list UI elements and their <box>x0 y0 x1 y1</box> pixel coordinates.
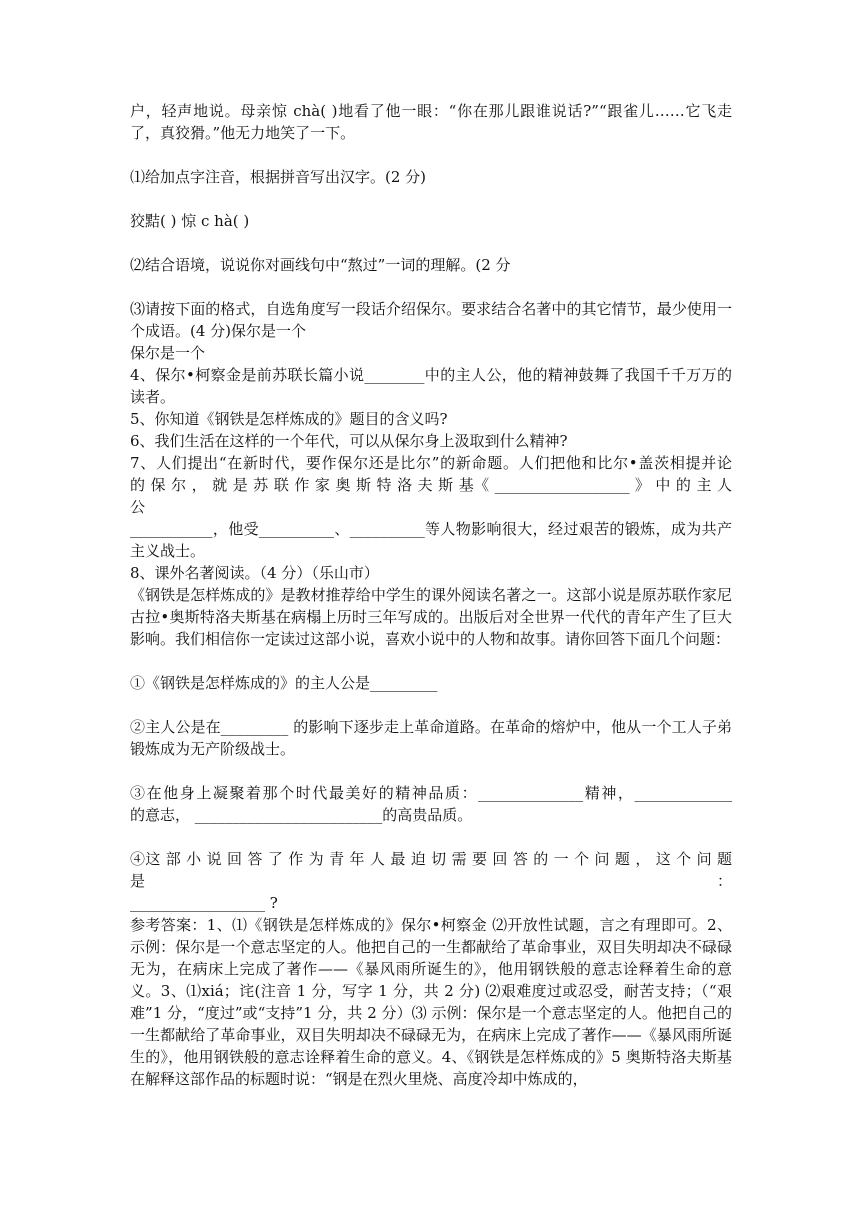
question-7-line-1: 7、人们提出“在新时代，要作保尔还是比尔”的新命题。人们把他和比尔•盖茨相提并论 <box>130 454 732 472</box>
question-5: 5、你知道《钢铁是怎样炼成的》题目的含义吗? <box>130 410 448 428</box>
question-8-item-2: ②主人公是在_________ 的影响下逐步走上革命道路。在革命的熔炉中，他从一个工人子弟锻炼成为无产阶级战士。 <box>130 718 732 758</box>
document-page <box>130 100 732 1090</box>
question-6: 6、我们生活在这样的一个年代，可以从保尔身上汲取到什么精神? <box>130 432 568 450</box>
reference-answers: 参考答案：1、⑴《钢铁是怎样炼成的》保尔•柯察金 ⑵开放性试题，言之有理即可。2、示例：保尔是一个意志坚定的人。他把自己的一生都献给了革命事业，双目失明却决不碌碌无为，在病床上完成了著作——《暴风雨所诞生的》，他用钢铁般的意志诠释着生命的意义。3、⑴xiá；诧(注音 1 分，写字 1 分，共 2 分) ⑵艰难度过或忍受，耐苦支持；（“艰难”1 分，“度过”或“支持”1 分，共 2 分）⑶ 示例：保尔是一个意志坚定的人。他把自己的一生都献给了革命事业，双目失明却决不碌碌无为，在病床上完成了著作——《暴风雨所诞生的》，他用钢铁般的意志诠释着生命的意义。4、《钢铁是怎样炼成的》5 奥斯特洛夫斯基在解释这部作品的标题时说：“钢是在烈火里烧、高度冷却中炼成的， <box>130 916 732 1088</box>
question-8-heading: 8、课外名著阅读。（4 分）（乐山市） <box>130 564 379 582</box>
question-8-intro: 《钢铁是怎样炼成的》是教材推荐给中学生的课外阅读名著之一。这部小说是原苏联作家尼古拉•奥斯特洛夫斯基在病榻上历时三年写成的。出版后对全世界一代代的青年产生了巨大影响。我们相信你一定读过这部小说，喜欢小说中的人物和故事。请你回答下面几个问题： <box>130 586 732 648</box>
question-3-1: ⑴给加点字注音，根据拼音写出汉字。(2 分) <box>130 168 427 186</box>
answer-line-paul: 保尔是一个 <box>130 344 206 362</box>
question-3-2: ⑵结合语境，说说你对画线句中“熬过”一词的理解。(2 分 <box>130 256 511 274</box>
question-7-line-3: ___________，他受__________、__________等人物影响很大，经过艰苦的锻炼，成为共产主义战士。 <box>130 520 732 560</box>
question-8-item-4-line-2: __________________ ? <box>130 894 278 912</box>
paragraph-story-excerpt: 户，轻声地说。母亲惊 chà( )地看了他一眼：“你在那儿跟谁说话?”“跟雀儿……它飞走了，真狡猾。”他无力地笑了一下。 <box>130 102 732 142</box>
question-8-item-4-line-1: ④这 部 小 说 回 答 了 作 为 青 年 人 最 迫 切 需 要 回 答 的 一 个 问 题 ， 这 个 问 题 是 ： <box>130 850 732 890</box>
question-8-item-1: ①《钢铁是怎样炼成的》的主人公是_________ <box>130 674 438 692</box>
question-8-item-3-line-2: 的意志， _________________________的高贵品质。 <box>130 806 473 824</box>
question-3-1-blanks: 狡黠( ) 惊 c hà( ) <box>130 212 250 230</box>
question-8-item-3-line-1: ③在他身上凝聚着那个时代最美好的精神品质：______________精神，_____________ <box>130 784 732 802</box>
question-3-3: ⑶请按下面的格式，自选角度写一段话介绍保尔。要求结合名著中的其它情节，最少使用一个成语。(4 分)保尔是一个 <box>130 300 732 340</box>
question-4: 4、保尔•柯察金是前苏联长篇小说________中的主人公，他的精神鼓舞了我国千千万万的读者。 <box>130 366 732 406</box>
question-7-line-2: 的 保 尔 ， 就 是 苏 联 作 家 奥 斯 特 洛 夫 斯 基《 __________________ 》 中 的 主 人 公 <box>130 476 732 516</box>
